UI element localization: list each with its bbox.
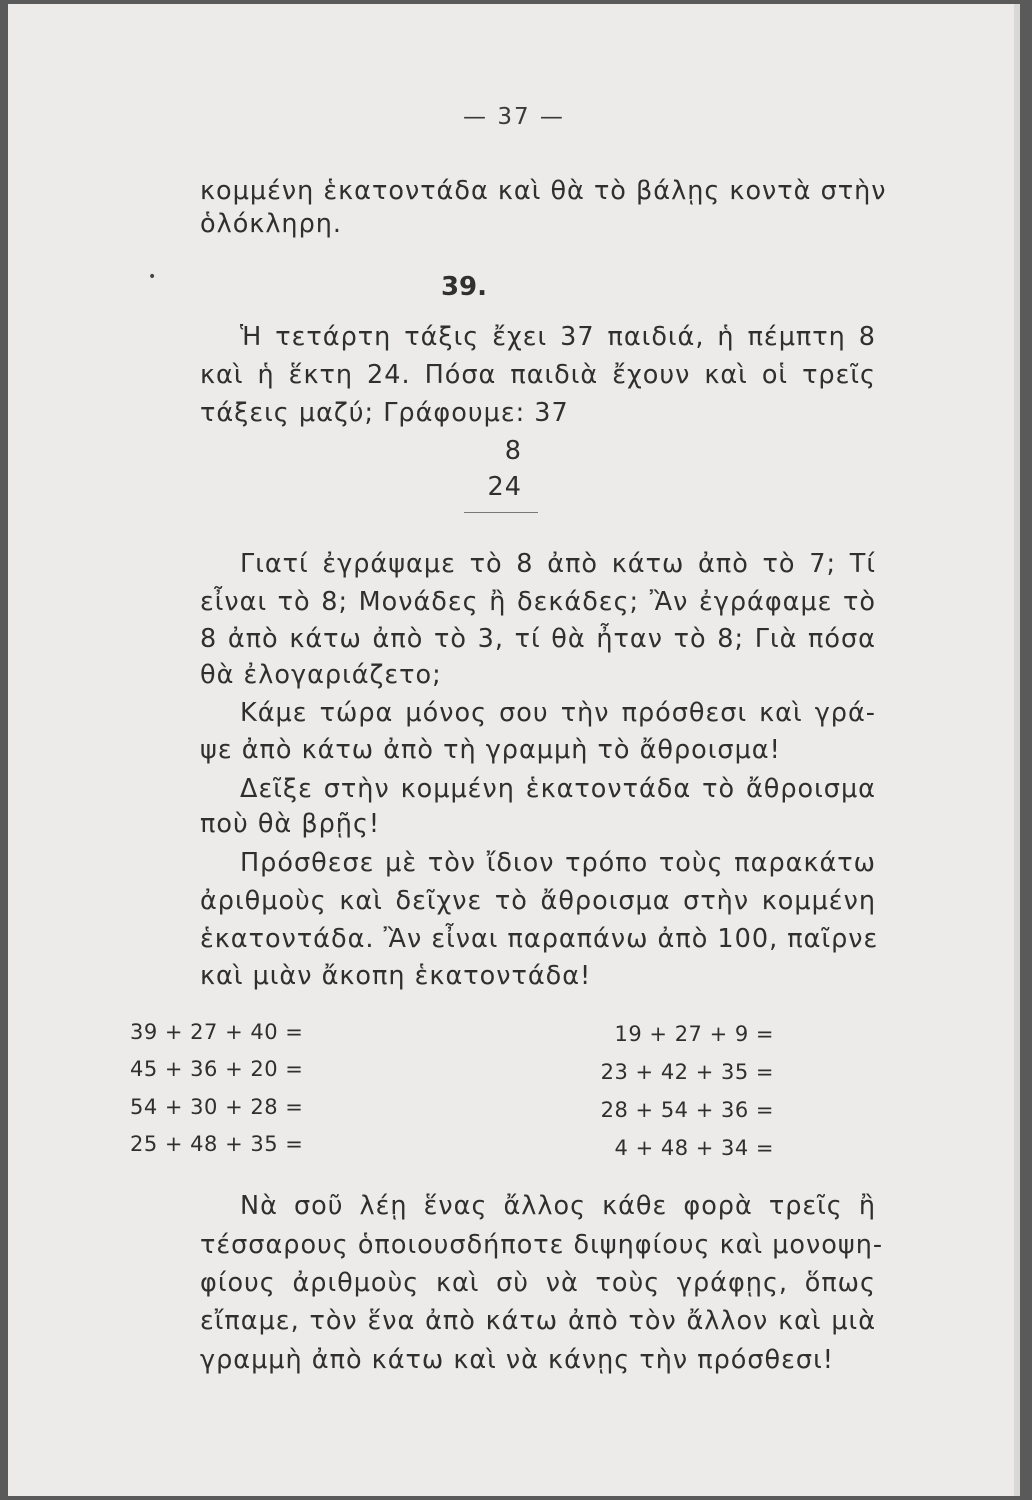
text-line: εἴπαμε, τὸν ἕνα ἀπὸ κάτω ἀπὸ τὸν ἄλλον καὶ μιὰ xyxy=(200,1306,876,1336)
text-line: 8 ἀπὸ κάτω ἀπὸ τὸ 3, τί θὰ ἦταν τὸ 8; Γιὰ πόσα xyxy=(200,624,876,654)
text-line: ὁλόκληρη. xyxy=(200,209,343,239)
text-line: γραμμὴ ἀπὸ κάτω καὶ νὰ κάνῃς τὴν πρόσθεσι! xyxy=(200,1345,834,1375)
text-line: τέσσαρους ὁποιουσδήποτε διψηφίους καὶ μονοψη- xyxy=(200,1230,884,1260)
equation: 45 + 36 + 20 = xyxy=(130,1057,304,1081)
stack-value: 8 xyxy=(504,436,522,466)
text-line: Δεῖξε στὴν κομμένη ἑκατοντάδα τὸ ἄθροισμα xyxy=(240,774,876,804)
equation: 28 + 54 + 36 = xyxy=(600,1098,774,1122)
text-line: ἑκατοντάδα. Ἂν εἶναι παραπάνω ἀπὸ 100, παῖρνε xyxy=(200,924,879,954)
equation: 19 + 27 + 9 = xyxy=(614,1022,774,1046)
text-line: εἶναι τὸ 8; Μονάδες ἢ δεκάδες; Ἂν ἐγράφαμε τὸ xyxy=(200,587,876,617)
text-line: ἀριθμοὺς καὶ δεῖχνε τὸ ἄθροισμα στὴν κομμένη xyxy=(200,886,876,916)
equation: 23 + 42 + 35 = xyxy=(600,1060,774,1084)
book-page xyxy=(8,4,1020,1496)
stack-value: 24 xyxy=(487,472,522,502)
text-line: Γιατί ἐγράψαμε τὸ 8 ἀπὸ κάτω ἀπὸ τὸ 7; Τί xyxy=(240,549,876,579)
text-line: Ἡ τετάρτη τάξις ἔχει 37 παιδιά, ἡ πέμπτη 8 xyxy=(240,322,876,352)
text-line: καὶ ἡ ἕκτη 24. Πόσα παιδιὰ ἔχουν καὶ οἱ τρεῖς xyxy=(200,360,876,390)
text-line: τάξεις μαζύ; Γράφουμε: 37 xyxy=(200,398,569,428)
exercise-number: 39. xyxy=(440,272,488,302)
page-number: — 37 — xyxy=(463,104,565,130)
text-line: ψε ἀπὸ κάτω ἀπὸ τὴ γραμμὴ τὸ ἄθροισμα! xyxy=(200,735,781,765)
text-line: Πρόσθεσε μὲ τὸν ἴδιον τρόπο τοὺς παρακάτω xyxy=(240,848,876,878)
text-line: Νὰ σοῦ λέῃ ἕνας ἄλλος κάθε φορὰ τρεῖς ἢ xyxy=(240,1191,876,1221)
text-line: καὶ μιὰν ἄκοπη ἑκατοντάδα! xyxy=(200,961,592,991)
text-line: Κάμε τώρα μόνος σου τὴν πρόσθεσι καὶ γρά- xyxy=(240,698,876,728)
text-line: θὰ ἐλογαριάζετο; xyxy=(200,660,442,690)
bullet-dot: • xyxy=(148,269,157,285)
equation: 39 + 27 + 40 = xyxy=(130,1020,304,1044)
equation: 54 + 30 + 28 = xyxy=(130,1095,304,1119)
sum-rule xyxy=(464,512,538,513)
text-line: ποὺ θὰ βρῇς! xyxy=(200,809,381,839)
text-line: κομμένη ἑκατοντάδα καὶ θὰ τὸ βάλῃς κοντὰ στὴν xyxy=(200,176,887,206)
equation: 25 + 48 + 35 = xyxy=(130,1132,304,1156)
text-line: φίους ἀριθμοὺς καὶ σὺ νὰ τοὺς γράφῃς, ὅπως xyxy=(200,1268,876,1298)
equation: 4 + 48 + 34 = xyxy=(614,1136,774,1160)
